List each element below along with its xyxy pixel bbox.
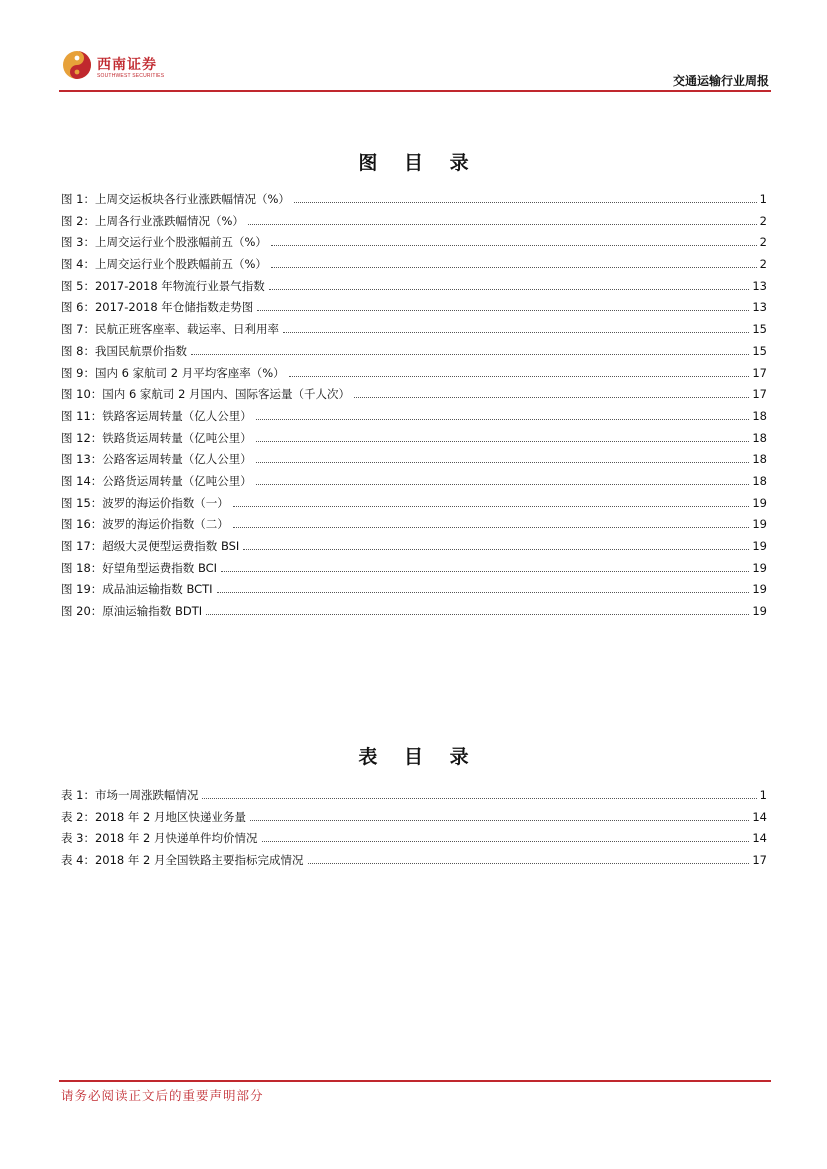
toc-entry-label: 图 7：民航正班客座率、载运率、日利用率: [61, 322, 279, 337]
figure-toc-entry[interactable]: [61, 516, 767, 538]
toc-leader-dots: [202, 798, 756, 799]
toc-entry-label: 图 17：超级大灵便型运费指数 BSI: [61, 539, 240, 553]
toc-leader-dots: [271, 245, 757, 246]
toc-leader-dots: [206, 614, 749, 615]
figure-toc-entry[interactable]: [61, 321, 767, 343]
figure-toc-entry[interactable]: [61, 408, 767, 430]
toc-leader-dots: [354, 397, 749, 398]
toc-page-number: 2: [759, 235, 767, 250]
figure-toc-entry[interactable]: [61, 278, 767, 300]
toc-page-number: 18: [752, 473, 767, 488]
toc-leader-dots: [243, 549, 749, 550]
figures-toc-title: 图 目 录: [358, 152, 479, 174]
figure-toc-entry[interactable]: [61, 581, 767, 603]
tables-toc-title: 表 目 录: [358, 746, 479, 768]
toc-page-number: 1: [759, 788, 767, 802]
toc-leader-dots: [221, 571, 749, 572]
figure-toc-entry[interactable]: [61, 560, 767, 582]
toc-leader-dots: [271, 267, 757, 268]
footer-divider: [59, 1080, 771, 1082]
toc-page-number: 19: [752, 582, 767, 597]
header-divider: [59, 90, 771, 92]
page-header: [59, 46, 771, 92]
toc-entry-label: 图 18：好望角型运费指数 BCI: [61, 560, 218, 575]
toc-page-number: 19: [752, 539, 767, 553]
figures-toc-list: [61, 191, 767, 625]
toc-entry-label: 图 14：公路货运周转量（亿吨公里）: [61, 473, 252, 488]
toc-page-number: 15: [752, 322, 767, 337]
logo-chinese-name: 西南证券: [97, 57, 157, 73]
toc-leader-dots: [289, 376, 750, 377]
toc-leader-dots: [217, 592, 750, 593]
toc-page-number: 14: [752, 809, 767, 824]
toc-entry-label: 表 4：2018 年 2 月全国铁路主要指标完成情况: [61, 853, 304, 868]
figure-toc-entry[interactable]: [61, 365, 767, 387]
toc-entry-label: 图 3：上周交运行业个股涨幅前五（%）: [61, 235, 267, 250]
figure-toc-entry[interactable]: [61, 213, 767, 235]
toc-leader-dots: [269, 289, 750, 290]
toc-entry-label: 图 1：上周交运板块各行业涨跌幅情况（%）: [61, 192, 290, 206]
toc-entry-label: 图 13：公路客运周转量（亿人公里）: [61, 452, 252, 467]
toc-leader-dots: [256, 484, 750, 485]
table-toc-entry[interactable]: [61, 830, 767, 852]
toc-page-number: 18: [752, 452, 767, 467]
toc-entry-label: 表 1：市场一周涨跌幅情况: [61, 788, 199, 802]
toc-entry-label: 图 12：铁路货运周转量（亿吨公里）: [61, 430, 252, 445]
tables-toc-list: [61, 787, 767, 874]
figure-toc-entry[interactable]: [61, 256, 767, 278]
figure-toc-entry[interactable]: [61, 299, 767, 321]
toc-entry-label: 图 6：2017-2018 年仓储指数走势图: [61, 300, 254, 315]
toc-leader-dots: [256, 419, 750, 420]
figure-toc-entry[interactable]: [61, 473, 767, 495]
toc-leader-dots: [257, 310, 749, 311]
table-toc-entry[interactable]: [61, 852, 767, 874]
toc-entry-label: 图 2：上周各行业涨跌幅情况（%）: [61, 213, 244, 228]
toc-leader-dots: [262, 841, 750, 842]
toc-entry-label: 图 16：波罗的海运价指数（二）: [61, 517, 229, 532]
figure-toc-entry[interactable]: [61, 495, 767, 517]
toc-leader-dots: [233, 527, 750, 528]
toc-page-number: 18: [752, 430, 767, 445]
figure-toc-entry[interactable]: [61, 451, 767, 473]
toc-leader-dots: [233, 506, 750, 507]
toc-entry-label: 图 10：国内 6 家航司 2 月国内、国际客运量（千人次）: [61, 387, 351, 402]
toc-page-number: 13: [752, 278, 767, 293]
toc-entry-label: 表 2：2018 年 2 月地区快递业务量: [61, 809, 247, 824]
company-logo: [59, 46, 179, 86]
toc-leader-dots: [191, 354, 749, 355]
toc-page-number: 19: [752, 517, 767, 532]
toc-entry-label: 图 9：国内 6 家航司 2 月平均客座率（%）: [61, 365, 285, 380]
toc-page-number: 14: [752, 831, 767, 846]
toc-page-number: 17: [752, 853, 767, 868]
toc-leader-dots: [256, 441, 750, 442]
figure-toc-entry[interactable]: [61, 234, 767, 256]
toc-page-number: 18: [752, 408, 767, 423]
figure-toc-entry[interactable]: [61, 603, 767, 625]
toc-entry-label: 图 20：原油运输指数 BDTI: [61, 604, 203, 619]
toc-page-number: 17: [752, 387, 767, 402]
footer-disclaimer: 请务必阅读正文后的重要声明部分: [61, 1088, 264, 1103]
figure-toc-entry[interactable]: [61, 430, 767, 452]
toc-entry-label: 图 5：2017-2018 年物流行业景气指数: [61, 278, 265, 293]
toc-entry-label: 图 11：铁路客运周转量（亿人公里）: [61, 408, 252, 423]
figure-toc-entry[interactable]: [61, 386, 767, 408]
toc-page-number: 15: [752, 343, 767, 358]
figure-toc-entry[interactable]: [61, 538, 767, 560]
toc-entry-label: 图 8：我国民航票价指数: [61, 343, 187, 358]
toc-entry-label: 图 4：上周交运行业个股跌幅前五（%）: [61, 257, 267, 272]
figure-toc-entry[interactable]: [61, 343, 767, 365]
logo-emblem-icon: [62, 50, 92, 80]
toc-leader-dots: [294, 202, 757, 203]
report-type-title: 交通运输行业周报: [672, 74, 769, 88]
toc-leader-dots: [250, 820, 749, 821]
toc-page-number: 1: [759, 192, 767, 206]
toc-page-number: 17: [752, 365, 767, 380]
toc-leader-dots: [248, 224, 757, 225]
toc-leader-dots: [283, 332, 749, 333]
table-toc-entry[interactable]: [61, 809, 767, 831]
toc-page-number: 13: [752, 300, 767, 315]
toc-entry-label: 图 19：成品油运输指数 BCTI: [61, 582, 213, 597]
toc-entry-label: 表 3：2018 年 2 月快递单件均价情况: [61, 831, 258, 846]
toc-leader-dots: [256, 462, 750, 463]
table-toc-entry[interactable]: [61, 787, 767, 809]
toc-page-number: 19: [752, 604, 767, 619]
toc-entry-label: 图 15：波罗的海运价指数（一）: [61, 495, 229, 510]
toc-page-number: 19: [752, 495, 767, 510]
logo-english-name: SOUTHWEST SECURITIES: [97, 73, 165, 79]
toc-page-number: 19: [752, 560, 767, 575]
toc-leader-dots: [308, 863, 750, 864]
toc-page-number: 2: [759, 213, 767, 228]
toc-page-number: 2: [759, 257, 767, 272]
figure-toc-entry[interactable]: [61, 191, 767, 213]
